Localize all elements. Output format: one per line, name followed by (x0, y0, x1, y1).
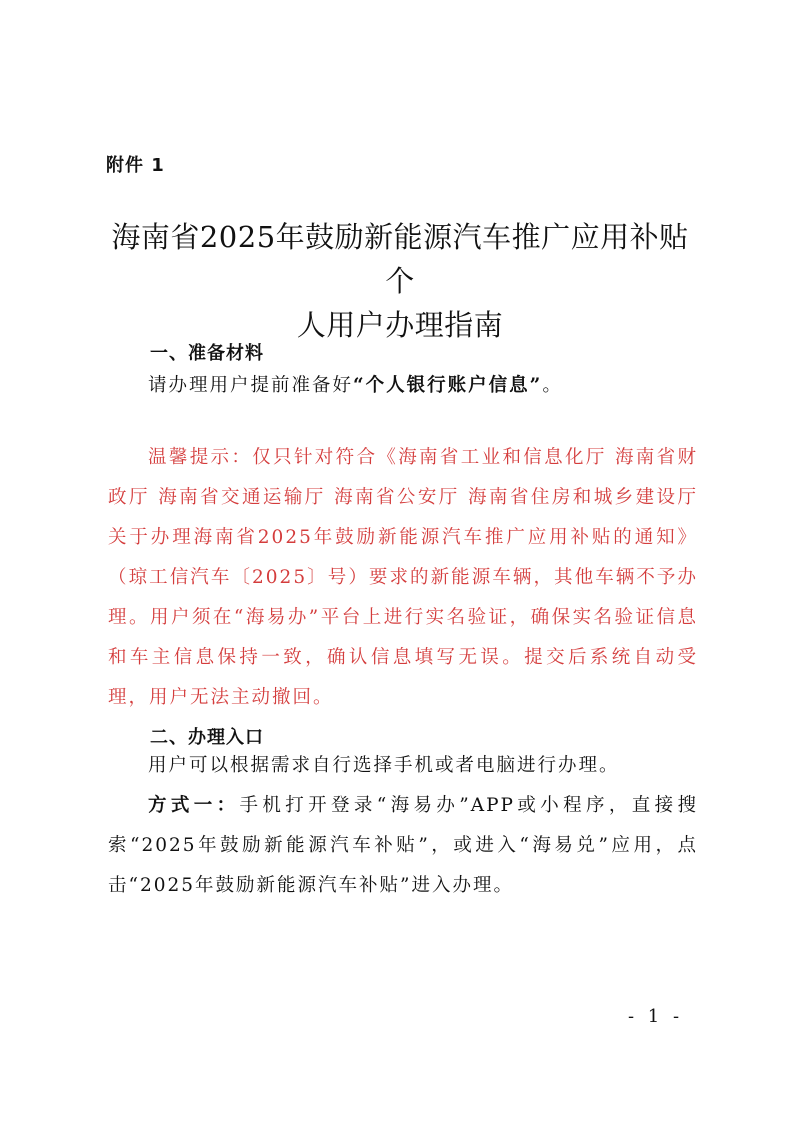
notice-paragraph: 温馨提示：仅只针对符合《海南省工业和信息化厅 海南省财政厅 海南省交通运输厅 海南省公安厅 海南省住房和城乡建设厅关于办理海南省2025年鼓励新能源汽车推广应用补贴的通知》（琼工信汽车〔2025〕号）要求的新能源车辆，其他车辆不予办理。用户须在“海易办”平台上进行实名验证，确保实名验证信息和车主信息保持一致，确认信息填写无误。提交后系统自动受理，用户无法主动撤回。 (108, 447, 698, 708)
section1-heading: 一、准备材料 (150, 343, 264, 364)
title-line-2: 人用户办理指南 (296, 308, 504, 342)
method1-text: 手机打开登录“海易办”APP或小程序，直接搜索“2025年鼓励新能源汽车补贴”，或进入“海易兑”应用，点击“2025年鼓励新能源汽车补贴”进入办理。 (108, 795, 698, 896)
section1-text-after: 。 (542, 375, 563, 396)
title-line-1: 海南省2025年鼓励新能源汽车推广应用补贴个 (111, 220, 689, 298)
document-title (100, 215, 700, 347)
page-number: - 1 - (628, 1006, 684, 1027)
section2-intro: 用户可以根据需求自行选择手机或者电脑进行办理。 (148, 755, 620, 776)
method1-label: 方式一： (148, 795, 240, 816)
section1-paragraph (108, 366, 698, 406)
section1-text-bold: “个人银行账户信息” (353, 375, 543, 396)
attachment-label: 附件 1 (106, 155, 165, 176)
section1-text-before: 请办理用户提前准备好 (148, 375, 354, 396)
method1-paragraph (108, 786, 698, 906)
section2-heading: 二、办理入口 (150, 727, 264, 748)
